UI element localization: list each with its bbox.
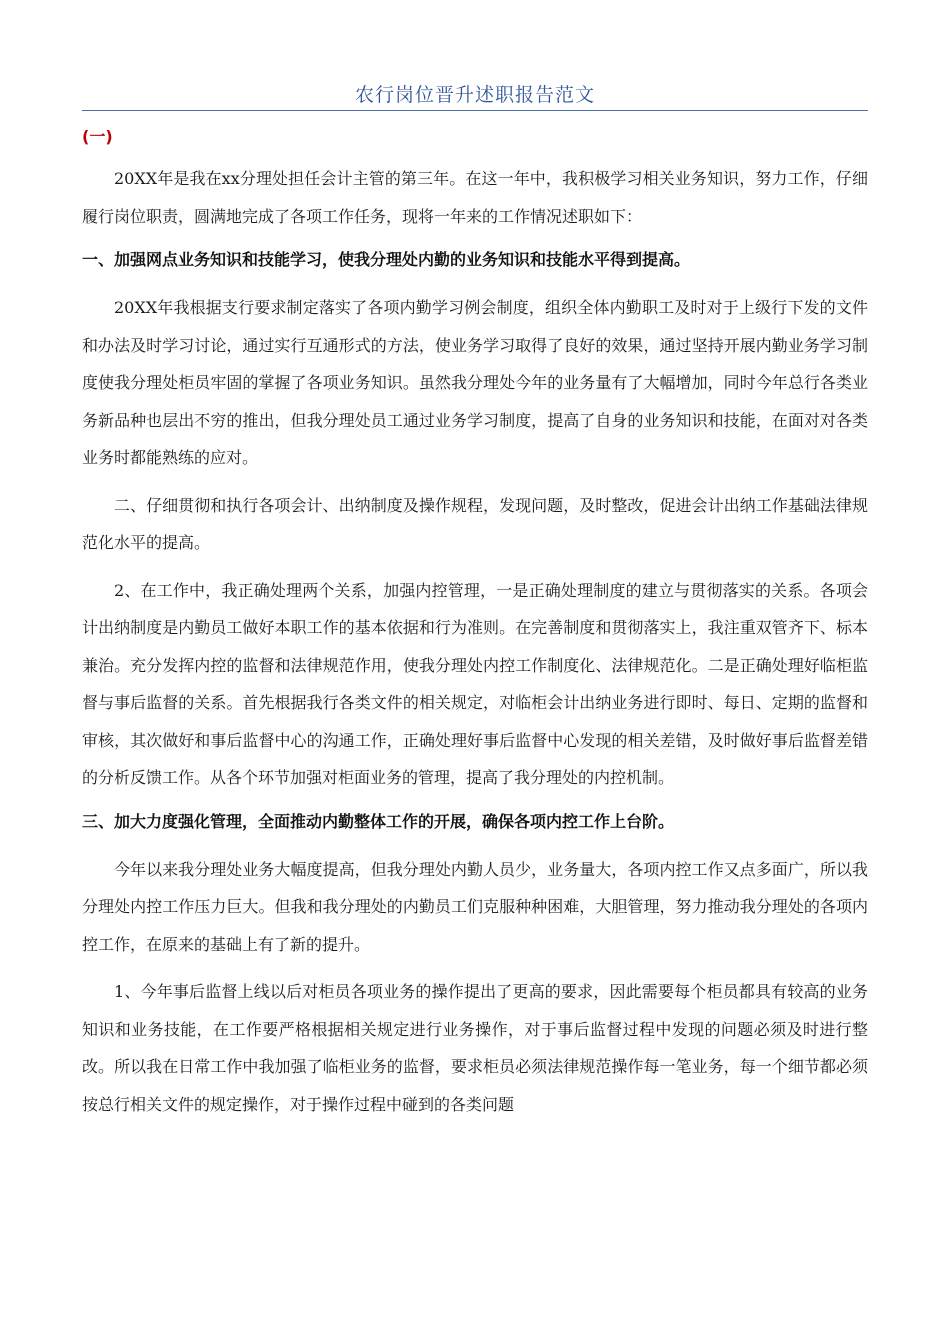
heading-1: 一、加强网点业务知识和技能学习，使我分理处内勤的业务知识和技能水平得到提高。 <box>82 250 691 269</box>
paragraph-section-2: 二、仔细贯彻和执行各项会计、出纳制度及操作规程，发现问题，及时整改，促进会计出纳工作基础法律规范化水平的提高。 <box>82 495 868 552</box>
heading-3: 三、加大力度强化管理，全面推动内勤整体工作的开展，确保各项内控工作上台阶。 <box>82 811 675 831</box>
paragraph-relations: 2、在工作中，我正确处理两个关系，加强内控管理，一是正确处理制度的建立与贯彻落实的关系。各项会计出纳制度是内勤员工做好本职工作的基本依据和行为准则。在完善制度和贯彻落实上，我注重双管齐下、标本兼治。充分发挥内控的监督和法律规范作用，使我分理处内控工作制度化、法律规范化。二是正确处理好临柜监督与事后监督的关系。首先根据我行各类文件的相关规定，对临柜会计出纳业务进行即时、每日、定期的监督和审核，其次做好和事后监督中心的沟通工作，正确处理好事后监督中心发现的相关差错，及时做好事后监督差错的分析反馈工作。从各个环节加强对柜面业务的管理，提高了我分理处的内控机制。 <box>82 580 868 787</box>
document-title: 农行岗位晋升述职报告范文 <box>354 84 595 106</box>
paragraph-supervision: 1、今年事后监督上线以后对柜员各项业务的操作提出了更高的要求，因此需要每个柜员都具有较高的业务知识和业务技能，在工作要严格根据相关规定进行业务操作，对于事后监督过程中发现的问题必须及时进行整改。所以我在日常工作中我加强了临柜业务的监督，要求柜员必须法律规范操作每一笔业务，每一个细节都必须按总行相关文件的规定操作，对于操作过程中碰到的各类问题 <box>82 982 868 1114</box>
paragraph-pressure: 今年以来我分理处业务大幅度提高，但我分理处内勤人员少，业务量大，各项内控工作又点多面广，所以我分理处内控工作压力巨大。但我和我分理处的内勤员工们克服种种困难，大胆管理，努力推动我分理处的各项内控工作，在原来的基础上有了新的提升。 <box>82 859 868 954</box>
paragraph-study: 20XX年我根据支行要求制定落实了各项内勤学习例会制度，组织全体内勤职工及时对于上级行下发的文件和办法及时学习讨论，通过实行互通形式的方法，使业务学习取得了良好的效果，通过坚持开展内勤业务学习制度使我分理处柜员牢固的掌握了各项业务知识。虽然我分理处今年的业务量有了大幅增加，同时今年总行各类业务新品种也层出不穷的推出，但我分理处员工通过业务学习制度，提高了自身的业务知识和技能，在面对对各类业务时都能熟练的应对。 <box>82 298 868 467</box>
page-header <box>82 80 868 111</box>
document-body <box>82 124 868 1123</box>
section-mark: (一) <box>82 127 113 146</box>
paragraph-intro: 20XX年是我在xx分理处担任会计主管的第三年。在这一年中，我积极学习相关业务知识，努力工作，仔细履行岗位职责，圆满地完成了各项工作任务，现将一年来的工作情况述职如下： <box>82 169 868 226</box>
